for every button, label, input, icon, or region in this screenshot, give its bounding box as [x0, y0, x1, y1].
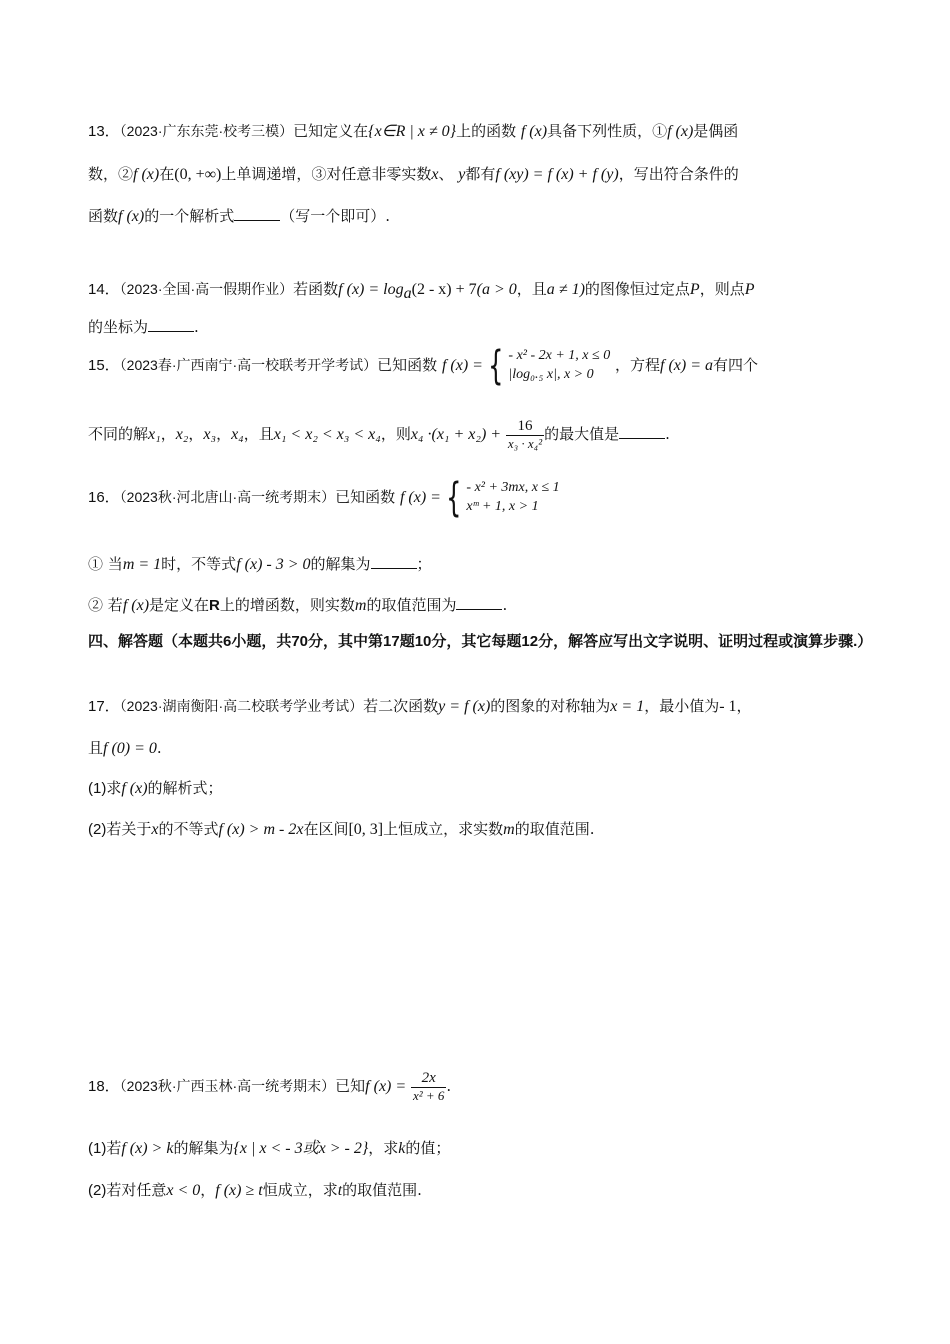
q14-line1: 14．（2023·全国·高一假期作业）若函数f $(x) = \log_a(2 - x) + 7(a > 0$，且a ≠ 1)的图像恒过定点P，则点P	[88, 280, 755, 302]
q18-part2: (2)若对任意x < 0，f (x) ≥ t恒成立，求t的取值范围.	[88, 1181, 422, 1199]
brace-icon: {	[446, 475, 462, 521]
answer-blank	[619, 424, 665, 439]
q15-fraction: $\frac{16}{\text{x₃ · x₄²}}$	[507, 418, 543, 451]
q13-set: {x∈R | x ≠ 0}	[368, 123, 457, 140]
q13-number: 13．	[88, 123, 120, 140]
q18-fraction: $\frac{2x}{\text{x² + 6}}$	[412, 1070, 445, 1103]
q18-part1: (1)若f (x) > k的解集为{x | x < - 3或x > - 2}，求k的值；	[88, 1139, 451, 1157]
q17-line1: 17．（2023·湖南衡阳·高二校联考学业考试）若二次函数y = f (x)的图象的对称轴为x = 1，最小值为- 1，	[88, 697, 752, 715]
q17-part1: (1)求f (x)的解析式；	[88, 779, 223, 797]
answer-blank	[234, 206, 280, 221]
section-heading: 四、解答题（本题共6小题，共70分，其中第17题10分，其它每题12分，解答应写出文字说明、证明过程或演算步骤.）	[88, 633, 873, 650]
q13-line1: 13．（2023·广东东莞·校考三模）已知定义在{x∈R | x ≠ 0}上的函数 f (x)具备下列性质，①f (x)是偶函	[88, 122, 739, 140]
q17-line2: 且f (0) = 0.	[88, 739, 162, 757]
q16-line1: 16．（2023秋·河北唐山·高一统考期末）已知函数 f (x) = { - x² + 3mx, x ≤ 1 xᵐ + 1, x > 1	[88, 475, 560, 521]
q15-line2: 不同的解x₁，x₂，x₃，x₄，且x₁ < x₂ < x₃ < x₄，则x₄ ·(x₁ + x₂) + $\frac{16}{\text{x₃ · x₄²}}$ 的最大值是 .	[88, 418, 670, 451]
q16-part1: ① 当m = 1时，不等式f (x) - 3 > 0的解集为 ；	[88, 555, 432, 573]
q14-line2: 的坐标为 .	[88, 318, 199, 336]
q18-line1: 18．（2023秋·广西玉林·高一统考期末）已知f (x) = $\frac{2x}{\text{x² + 6}}$ .	[88, 1070, 452, 1103]
q16-piecewise: f (x) = { - x² + 3mx, x ≤ 1 xᵐ + 1, x > 1	[399, 475, 560, 521]
q15-piecewise: f (x) = { - x² - 2x + 1, x ≤ 0 |log₀.₅ x|, x > 0	[441, 343, 611, 389]
q15-line1: 15．（2023春·广西南宁·高一校联考开学考试）已知函数 f (x) = { - x² - 2x + 1, x ≤ 0 |log₀.₅ x|, x > 0 ，方程f (x) = a有四个	[88, 343, 759, 389]
answer-blank	[371, 554, 417, 569]
brace-icon: {	[488, 343, 504, 389]
q13-source: （2023·广东东莞·校考三模）	[119, 123, 294, 139]
q16-part2: ② 若f (x)是定义在R上的增函数，则实数m的取值范围为 .	[88, 596, 508, 614]
q13-line2: 数，②f (x)在(0, +∞)上单调递增，③对任意非零实数x、 y都有f (xy) = f (x) + f (y)，写出符合条件的	[88, 165, 739, 183]
q17-part2: (2)若关于x的不等式f (x) > m - 2x在区间[0, 3]上恒成立，求实数m的取值范围.	[88, 820, 595, 838]
q13-line3: 函数f (x)的一个解析式 （写一个即可）.	[88, 207, 391, 225]
answer-blank	[148, 317, 194, 332]
answer-blank	[456, 595, 502, 610]
q14-function: f (x) = log	[338, 281, 404, 298]
